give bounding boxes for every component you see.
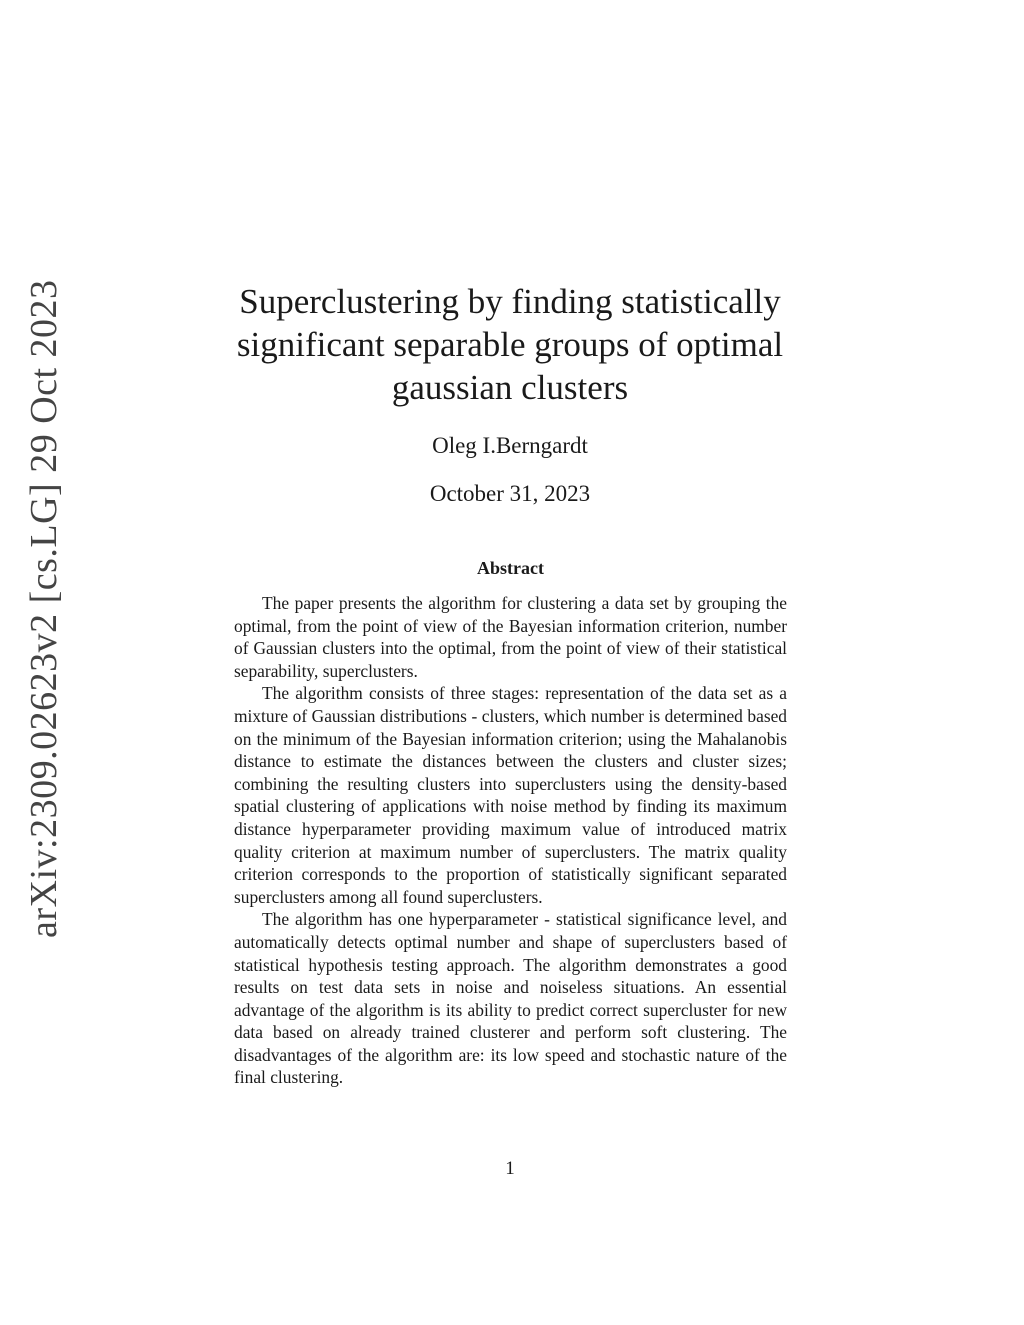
publication-date: October 31, 2023 xyxy=(429,481,591,506)
abstract-paragraph-3: The algorithm has one hyperparameter - statistical significance level, and automatically detects optimal number and shape of superclusters based of statistical hypothesis testing approach. The algorithm demonstrates a good results on test data sets in noise and noiseless situations. An essential advantage of the algorithm is its ability to predict correct supercluster for new data based on already trained clusterer and perform soft clustering. The disadvantages of the algorithm are: its low speed and stochastic nature of the final clustering. xyxy=(234,909,787,1088)
abstract-body xyxy=(234,592,787,1089)
page-number: 1 xyxy=(505,1158,515,1179)
title-line-2: significant separable groups of optimal xyxy=(236,325,784,364)
title-line-3: gaussian clusters xyxy=(391,368,629,407)
author-name: Oleg I.Berngardt xyxy=(432,433,588,458)
abstract-paragraph-1: The paper presents the algorithm for clustering a data set by grouping the optimal, from the point of view of the Bayesian information criterion, number of Gaussian clusters into the optimal, from the point of view of their statistical separability, superclusters. xyxy=(234,593,787,681)
abstract-heading: Abstract xyxy=(477,558,544,578)
paper-title xyxy=(200,280,820,409)
title-line-1: Superclustering by finding statistically xyxy=(239,282,781,321)
arxiv-identifier: arXiv:2309.02623v2 [cs.LG] 29 Oct 2023 xyxy=(23,279,65,938)
abstract-paragraph-2: The algorithm consists of three stages: representation of the data set as a mixture of Gaussian distributions - clusters, which number is determined based on the minimum of the Bayesian information criterion; using the Mahalanobis distance to estimate the distances between the clusters and cluster sizes; combining the resulting clusters into superclusters using the density-based spatial clustering of applications with noise method by finding its maximum distance hyperparameter providing maximum value of introduced matrix quality criterion at maximum number of superclusters. The matrix quality criterion corresponds to the proportion of statistically significant separated superclusters among all found superclusters. xyxy=(234,683,787,907)
